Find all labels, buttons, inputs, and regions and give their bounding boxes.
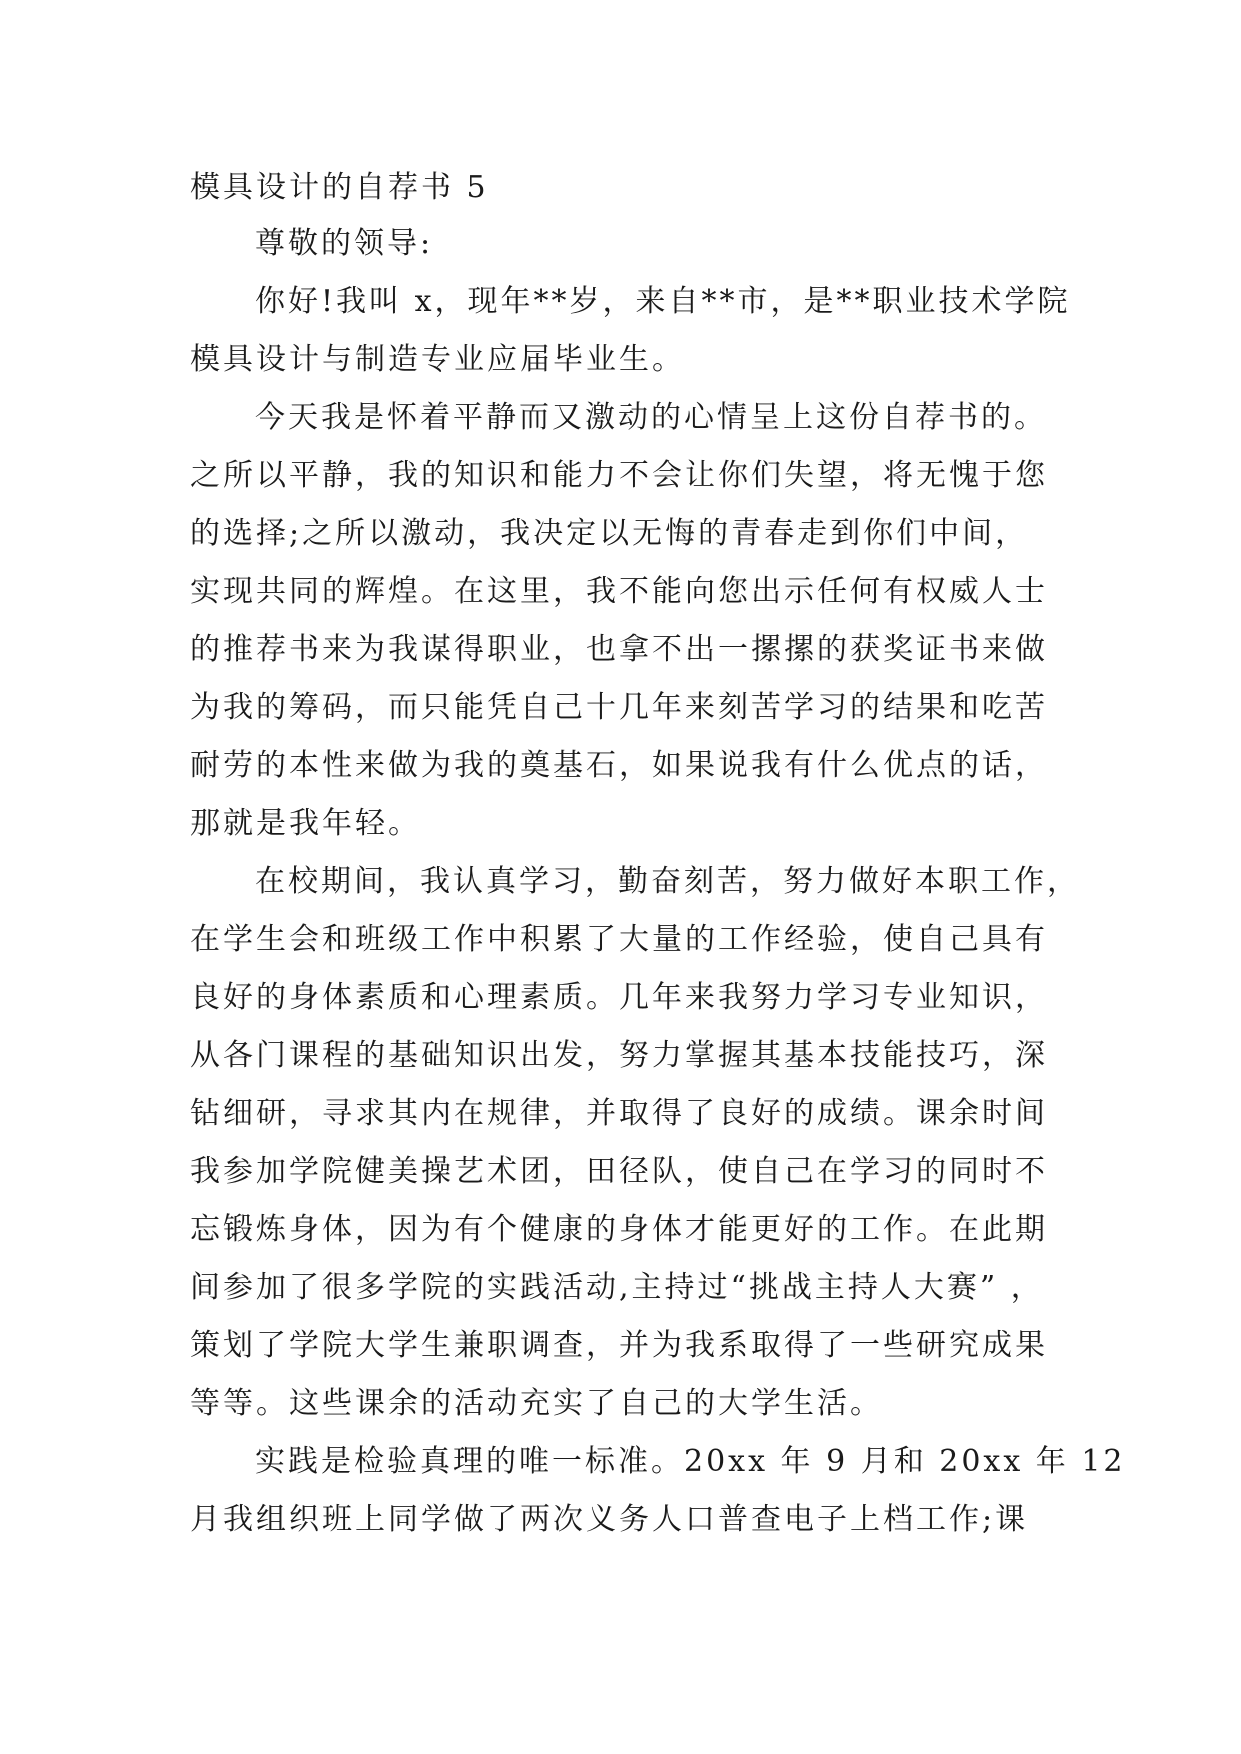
text-line: 那就是我年轻。 [190,806,421,841]
text-line: 实践是检验真理的唯一标准。20xx 年 9 月和 20xx 年 12 [255,1444,1126,1479]
text-line: 的选择;之所以激动，我决定以无悔的青春走到你们中间， [190,516,1029,551]
text-line: 策划了学院大学生兼职调查，并为我系取得了一些研究成果 [190,1328,1048,1363]
text-line: 模具设计与制造专业应届毕业生。 [190,342,685,377]
document-title: 模具设计的自荐书 5 [190,170,489,205]
text-line: 耐劳的本性来做为我的奠基石，如果说我有什么优点的话， [190,748,1048,783]
text-line: 月我组织班上同学做了两次义务人口普查电子上档工作;课 [190,1502,1029,1537]
text-line: 等等。这些课余的活动充实了自己的大学生活。 [190,1386,883,1421]
text-line: 实现共同的辉煌。在这里，我不能向您出示任何有权威人士 [190,574,1048,609]
text-line: 在校期间，我认真学习，勤奋刻苦，努力做好本职工作， [255,864,1080,899]
salutation: 尊敬的领导: [255,226,434,261]
text-line: 良好的身体素质和心理素质。几年来我努力学习专业知识， [190,980,1048,1015]
text-line: 间参加了很多学院的实践活动,主持过“挑战主持人大赛” ， [190,1270,1044,1305]
text-line: 在学生会和班级工作中积累了大量的工作经验，使自己具有 [190,922,1048,957]
text-line: 今天我是怀着平静而又激动的心情呈上这份自荐书的。 [255,400,1047,435]
text-line: 之所以平静，我的知识和能力不会让你们失望，将无愧于您 [190,458,1048,493]
text-line: 你好!我叫 x，现年**岁，来自**市，是**职业技术学院 [255,284,1071,319]
text-line: 忘锻炼身体，因为有个健康的身体才能更好的工作。在此期 [190,1212,1048,1247]
text-line: 我参加学院健美操艺术团，田径队，使自己在学习的同时不 [190,1154,1048,1189]
text-line: 从各门课程的基础知识出发，努力掌握其基本技能技巧，深 [190,1038,1048,1073]
text-line: 钻细研，寻求其内在规律，并取得了良好的成绩。课余时间 [190,1096,1048,1131]
text-line: 为我的筹码，而只能凭自己十几年来刻苦学习的结果和吃苦 [190,690,1048,725]
text-line: 的推荐书来为我谋得职业，也拿不出一摞摞的获奖证书来做 [190,632,1048,667]
